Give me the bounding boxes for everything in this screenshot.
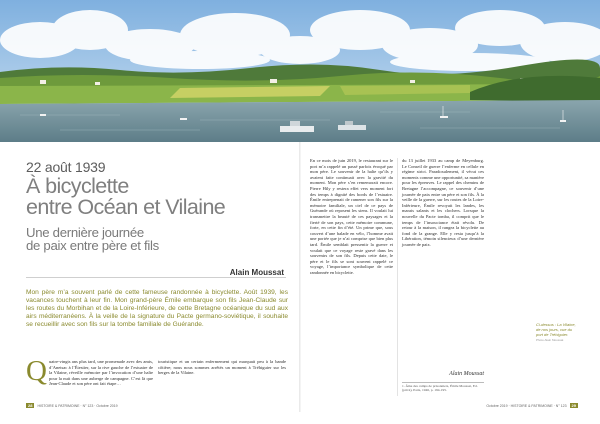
body-column-4: du 13 juillet 1933 au camp de Meyenburg. Le Conseil de guerre l’enferme en cellule en régime strict. Paradoxalement, il vécut ces moments comme une opportunité, sa manière pour les épreuves. Le rappel des chemins de Bretagne l’accompagne, ce souvenir d’une journée de paix entre un père et son fils. À la veille de la guerre, sur les routes de la Loire-Inférieure, Émile revoyait les landes, les marais salants et les clochers. Lorsque la nouvelle du Pacte tomba, il comprit que le temps de l’insouciance était révolu. De retour à la maison, il rangea la bicyclette au fond de la grange. Elle y resta jusqu’à la Libération, témoin silencieux d’une dernière journée de paix. bbox=[402, 158, 484, 247]
article-title bbox=[26, 176, 286, 218]
article-subtitle bbox=[26, 226, 286, 252]
column-rule bbox=[397, 158, 398, 396]
title-line-1: À bicyclette bbox=[26, 174, 129, 198]
body-column-2: touristique et un certain enfermement qui marquait peu à la bande côtière; nous nous sommes arrêtés un moment à Tréhiguier sur les berges de la Vilaine. bbox=[158, 359, 286, 376]
body-column-3: En ce mois de juin 2019, le restaurant sur le port m’a rappelé un passé parfois évoqué par mon père. Le souvenir de la halte qu’ils y avaient faite continuait avec la gravité du moment. Mon père s’en rememorait encore. Pierre Hily y restera effet vers moment fort des temps à dignité des bords de l’estuaire. Émile entreprenait de ramener son fils sur la mémoire familiale, un ciel de ce pays de Guérande où reposent les siens. Il voulait lui transmettre la beauté de ces paysages et la fierté de son pays, cette mémoire commune, forte, en cette fin d’été. Un prime que, sous couvert d’une balade en vélo, l’homme avait une portée que je n’ai comprise que bien plus tard. Émile semblait pressentir la guerre et voulait que ce voyage reste gravé dans les souvenirs de son fils. Depuis cette date, le père et le fils se sont souvent rappelé ce voyage, l’importance symbolique de cette randonnée en bicyclette. bbox=[310, 158, 393, 275]
subtitle-line-2: de paix entre père et fils bbox=[26, 238, 159, 253]
page-gutter bbox=[299, 142, 301, 412]
title-line-2: entre Océan et Vilaine bbox=[26, 195, 226, 219]
byline: Alain Moussat bbox=[229, 268, 284, 277]
folio-left-text: HISTOIRE & PATRIMOINE · N° 123 · Octobre 2019 bbox=[37, 403, 118, 408]
body-column-1-text: uatre-vingts ans plus tard, une promenade avec des amis, d’Anetsac à l’Étestier, sur la rive gauche de l’estuaire de la Vilaine, réveille mémoire par l’invocation d’une halte pour la nuit dans une auberge de campagne. C’est là que Jean-Claude et son père ont fait étape… bbox=[48, 359, 153, 387]
body-column-1 bbox=[26, 355, 153, 387]
byline-rule bbox=[26, 277, 286, 278]
article-intro: Mon père m’a souvent parlé de cette fameuse randonnée à bicyclette. Août 1939, les vacances touchent à leur fin. Mon grand-père Émile embarque son fils Jean-Claude sur les routes du Morbihan et de la Loire-Inférieure, de cette Bretagne océanique du sud aux airs méditerranéens. À la veille de la signature du Pacte germano-soviétique, il souhaite se recueillir avec son fils sur la tombe familiale de Guérande. bbox=[26, 289, 288, 329]
article-date: 22 août 1939 bbox=[26, 159, 106, 175]
folio-right-text: Octobre 2019 · HISTOIRE & PATRIMOINE · N° 123 bbox=[486, 403, 567, 408]
subtitle-line-1: Une dernière journée bbox=[26, 225, 144, 240]
page-number-left: 28 bbox=[28, 403, 33, 408]
folio-right bbox=[486, 403, 578, 408]
estuary-landscape-photo bbox=[0, 0, 600, 142]
photo-caption bbox=[536, 322, 576, 343]
photo-credit: Photo Alain Moussat bbox=[536, 338, 564, 342]
footnote: 1. Âme des camps de prisonniers, Émile Moussat, Ed. (privé), Paris, 1946, p. 194-195. bbox=[402, 382, 484, 393]
photo-caption-text: Ci-dessus : La Vilaine, de nos jours, vue du port de Tréhiguier. bbox=[536, 322, 576, 337]
page-number-right: 29 bbox=[571, 403, 576, 408]
folio-left bbox=[26, 403, 118, 408]
author-signature: Alain Moussat bbox=[449, 371, 484, 377]
drop-cap: Q bbox=[26, 355, 47, 387]
